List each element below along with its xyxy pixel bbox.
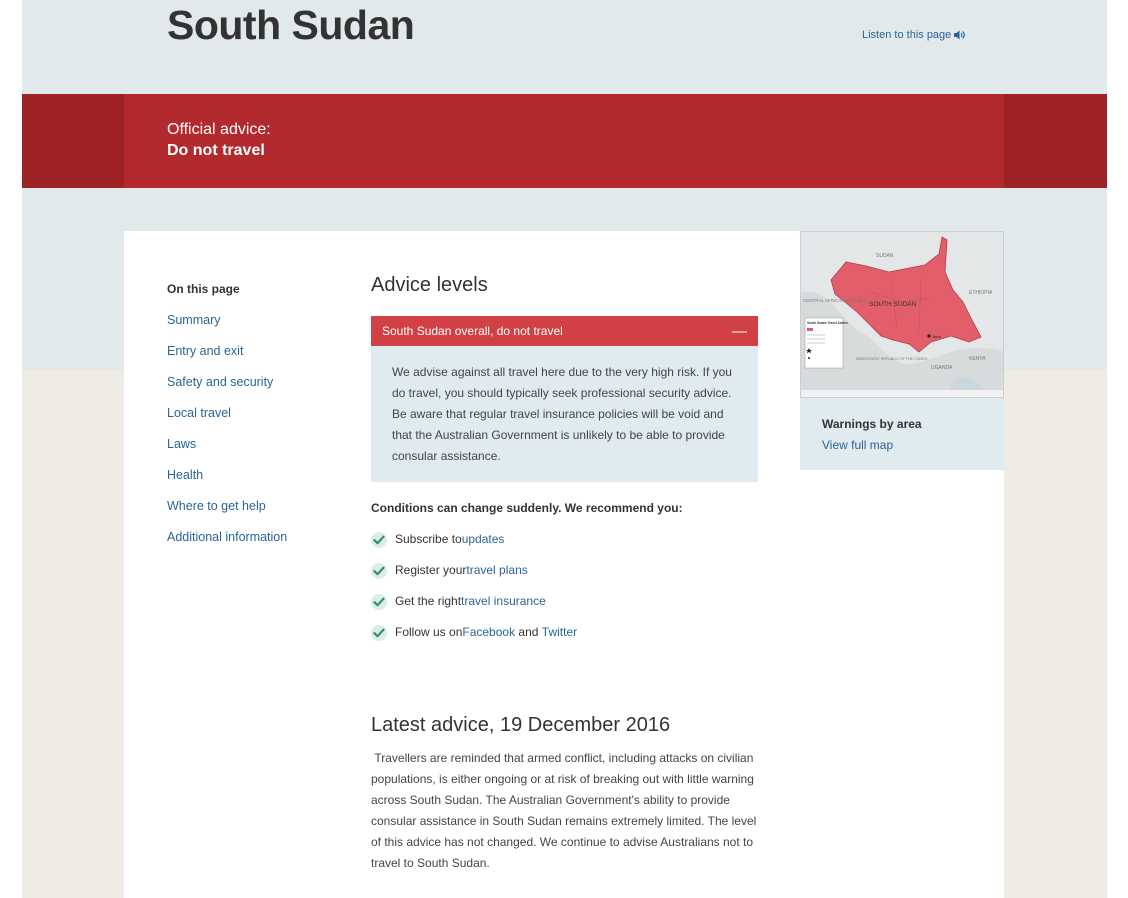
twitter-link[interactable]: Twitter [541,625,578,639]
collapse-icon[interactable]: — [732,322,747,340]
toc-list [167,313,287,561]
toc-link-safety-security[interactable]: Safety and security [167,375,274,389]
advice-levels-heading: Advice levels [371,274,488,296]
accordion-header[interactable] [371,316,758,346]
facebook-link[interactable]: Facebook [462,625,516,639]
map-label-ethiopia: ETHIOPIA [969,290,993,296]
map-label-kenya: KENYA [969,356,986,362]
check-icon [371,532,387,548]
toc-link-entry-exit[interactable]: Entry and exit [167,344,244,358]
legend-swatch [807,328,813,331]
toc-item [167,499,287,530]
page-title: South Sudan [167,2,415,48]
recommendation-text-and: and [515,625,542,639]
map-label-capital: Juba [932,334,941,339]
toc-link-health[interactable]: Health [167,468,204,482]
map-label-sudan: SUDAN [876,253,894,259]
toc-item [167,437,287,468]
warnings-by-area-title: Warnings by area [822,417,922,431]
recommendations-intro: Conditions can change suddenly. We recommend you: [371,501,683,515]
recommendation-text: Follow us on [395,625,463,639]
accordion-title: South Sudan overall, do not travel [382,324,563,338]
recommendation-text: Subscribe to [395,532,462,546]
toc-item [167,375,287,406]
latest-advice-heading: Latest advice, 19 December 2016 [371,714,671,736]
travel-plans-link[interactable]: travel plans [466,563,528,577]
updates-link[interactable]: updates [461,532,505,546]
latest-advice-body: Travellers are reminded that armed conflict, including attacks on civilian populations, is either ongoing or at risk of breaking out with little warning across South Sudan. The Australian Government's ability to provide consular assistance in South Sudan remains extremely limited. The level of this advice has not changed. We continue to advise Australians not to travel to South Sudan. [371,751,760,870]
map-label-country: SOUTH SUDAN [869,301,917,308]
map-panel [800,398,1004,470]
toc-item [167,313,287,344]
accordion-body: We advise against all travel here due to the very high risk. If you do travel, you should typically seek professional security advice. Be aware that regular travel insurance policies will be void and that the Australian Government is unlikely to be able to provide consular assistance. [371,346,758,482]
advice-banner-level: Do not travel [167,142,265,159]
advice-banner [124,94,1004,188]
check-icon [371,625,387,641]
toc-item [167,530,287,561]
capital-marker [927,334,930,337]
toc-link-summary[interactable]: Summary [167,313,221,327]
map-label-uganda: UGANDA [931,365,953,371]
listen-to-page-link[interactable] [862,29,966,41]
map-graphic [801,232,1004,398]
recommendation-item [371,594,577,625]
toc-link-local-travel[interactable]: Local travel [167,406,231,420]
recommendation-item [371,625,577,656]
toc-item [167,406,287,437]
listen-label: Listen to this page [862,29,952,41]
toc-item [167,344,287,375]
toc-link-laws[interactable]: Laws [167,437,197,451]
advice-banner-label: Official advice: [167,121,271,138]
travel-insurance-link[interactable]: travel insurance [461,594,546,608]
recommendation-item [371,563,577,594]
view-full-map-link[interactable]: View full map [822,438,894,452]
toc-link-additional-information[interactable]: Additional information [167,530,288,544]
map-label-car: CENTRAL AFRICAN REPUBLIC [803,298,869,303]
check-icon [371,594,387,610]
recommendation-text: Register your [395,563,467,577]
map-label-drc: DEMOCRATIC REPUBLIC OF THE CONGO [856,357,928,361]
speaker-icon [954,30,966,40]
recommendation-text: Get the right [395,594,462,608]
legend-town-dot [808,357,810,359]
map-footer-strip [801,390,1004,398]
map-legend-title: South Sudan Travel Advice [807,321,848,325]
toc-title: On this page [167,282,240,296]
recommendation-item [371,532,577,563]
recommendations-list [371,532,577,656]
toc-item [167,468,287,499]
check-icon [371,563,387,579]
toc-link-where-to-get-help[interactable]: Where to get help [167,499,266,513]
south-sudan-map[interactable] [800,231,1004,398]
